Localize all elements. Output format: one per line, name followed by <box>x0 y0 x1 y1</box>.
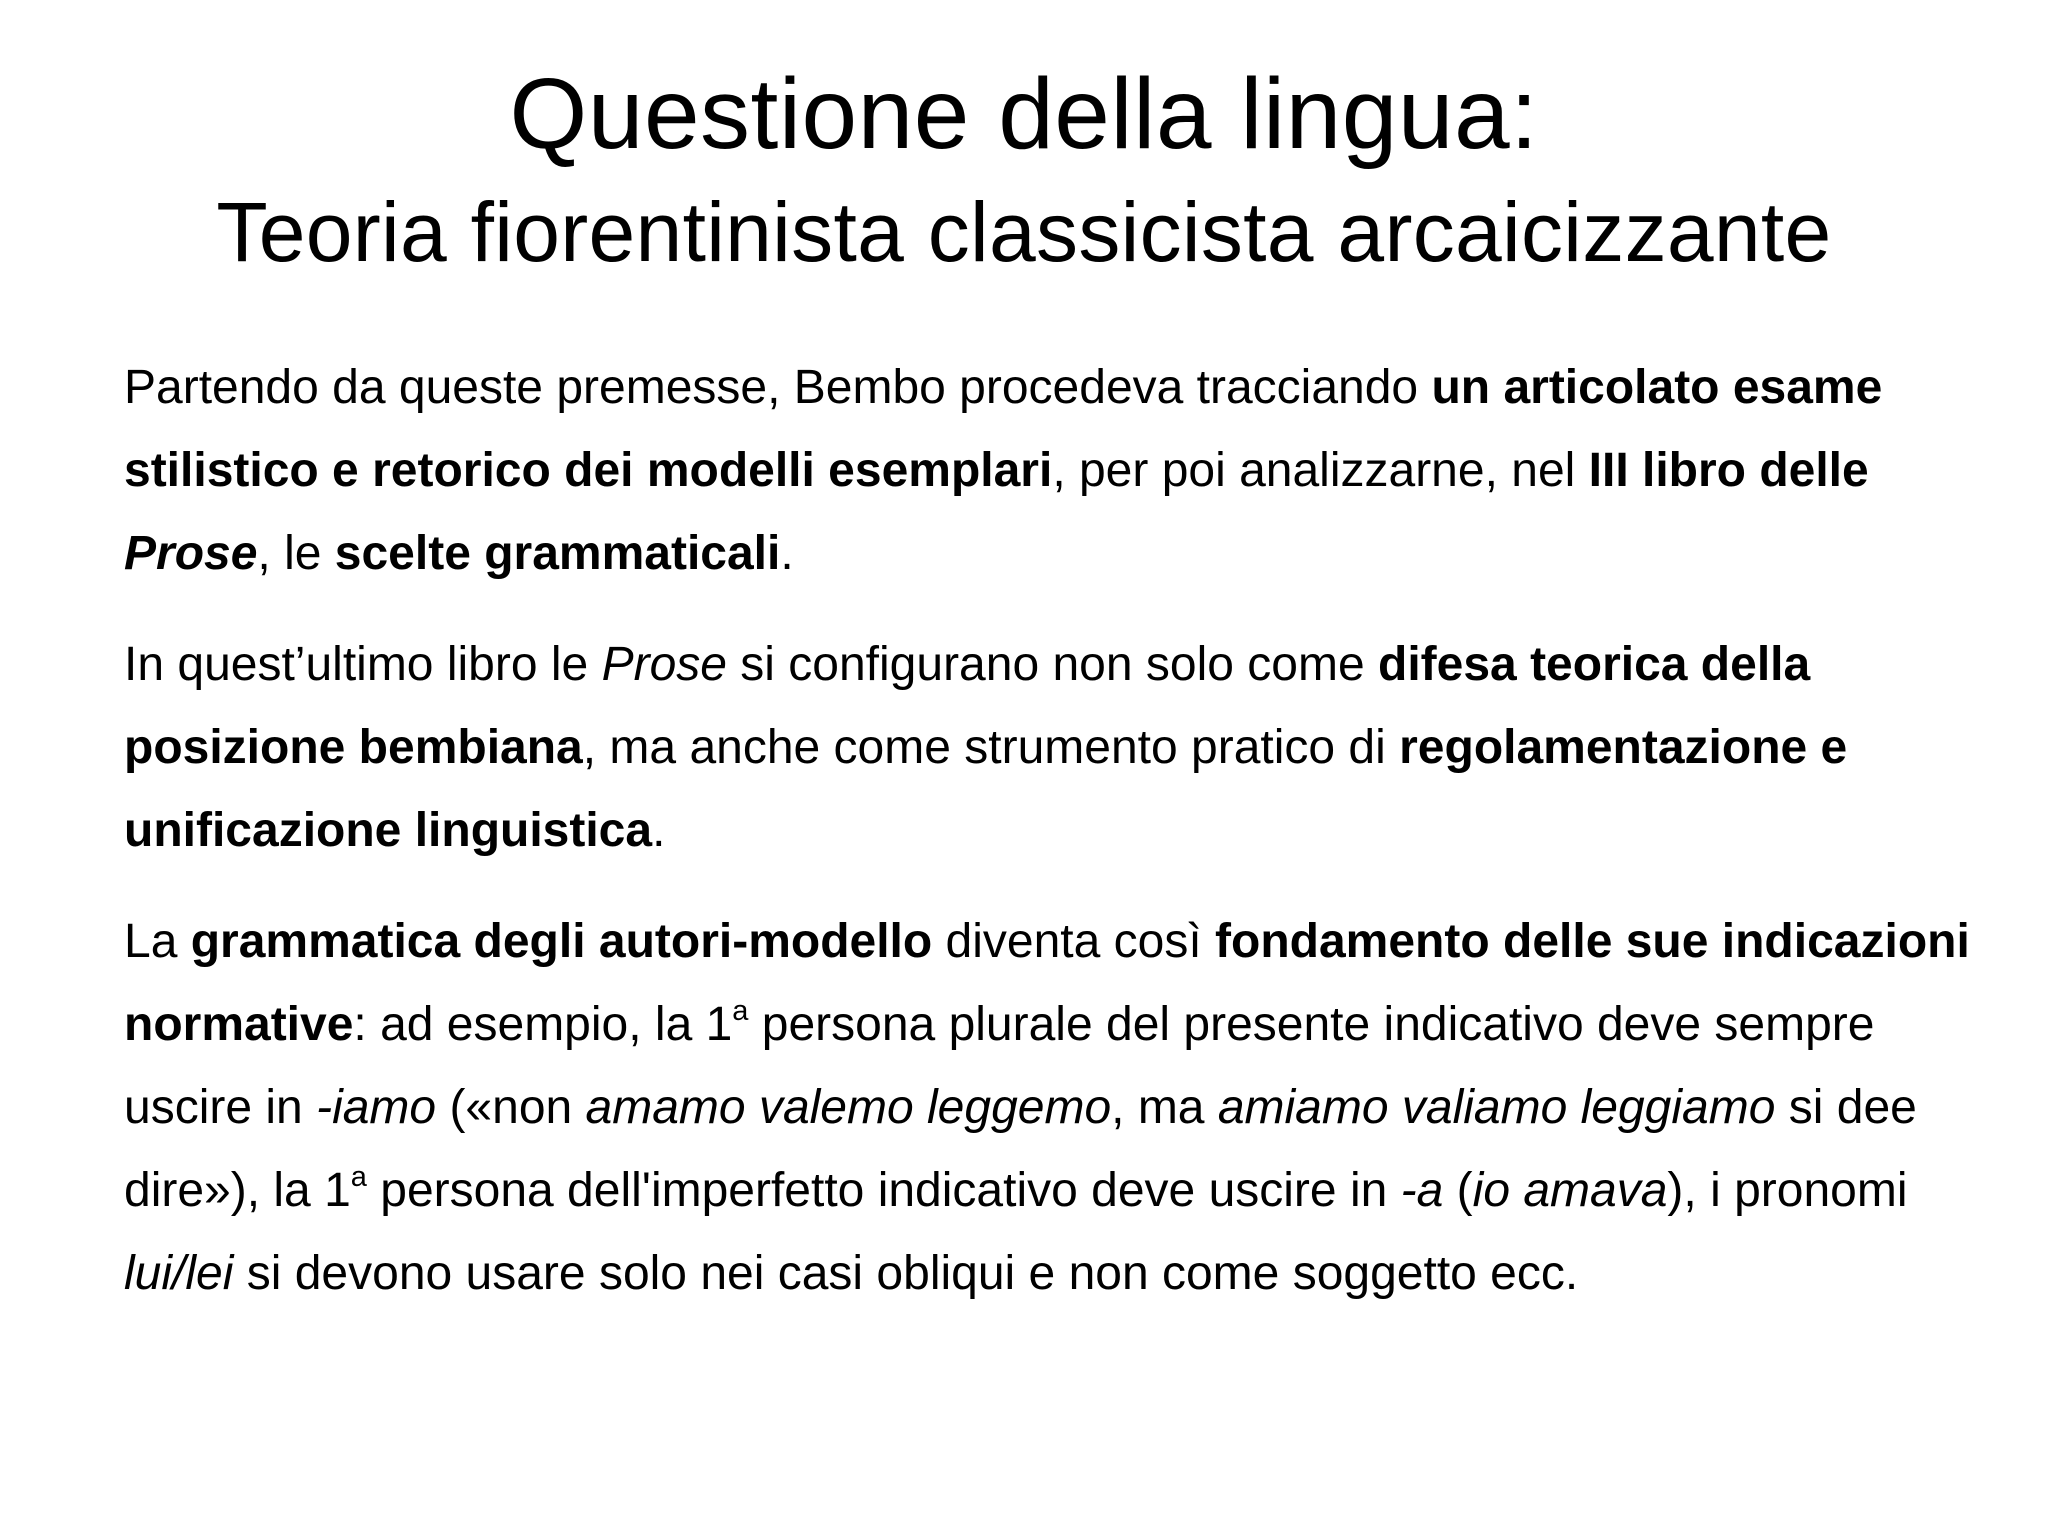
text-segment: si configurano non solo come <box>726 638 1378 691</box>
text-segment: , per poi analizzarne, nel <box>1052 444 1589 497</box>
paragraph-2 <box>124 623 1984 872</box>
text-segment-emphasis: Prose <box>124 527 258 580</box>
text-segment: III libro delle <box>1588 444 1869 497</box>
text-segment: si devono usare solo nei casi obliqui e non come soggetto ecc. <box>233 1247 1579 1300</box>
text-segment: . <box>652 804 666 857</box>
text-segment: . <box>780 527 794 580</box>
text-segment: («non <box>436 1081 586 1134</box>
text-segment: -a <box>1400 1164 1444 1217</box>
text-segment: io amava <box>1472 1164 1668 1217</box>
text-segment: persona dell'imperfetto indicativo deve uscire in <box>366 1164 1401 1217</box>
title-line-1: Questione della lingua: <box>509 58 1539 170</box>
text-segment <box>124 527 257 580</box>
text-segment: scelte grammaticali <box>334 527 781 580</box>
text-segment: ), i pronomi <box>1667 1164 1908 1217</box>
text-segment: amamo valemo leggemo <box>585 1081 1112 1134</box>
text-segment: Prose <box>601 638 727 691</box>
text-segment: regolamentazione e unificazione linguistica <box>124 721 1848 857</box>
text-segment: fondamento delle sue indicazioni normative <box>124 915 1970 1051</box>
text-segment: un articolato esame stilistico e retorico dei modelli esemplari <box>124 361 1883 497</box>
title-line-2: Teoria fiorentinista classicista arcaicizzante <box>216 185 1832 279</box>
text-segment: a <box>350 1161 367 1193</box>
text-segment: lui/lei <box>124 1247 234 1300</box>
slide-title <box>0 52 2048 288</box>
paragraph-1 <box>124 346 1984 595</box>
paragraph-3 <box>124 900 1984 1315</box>
text-segment: , ma <box>1111 1081 1218 1134</box>
text-segment: persona plurale del presente indicativo deve sempre uscire in <box>124 998 1875 1134</box>
slide-body <box>124 346 1984 1343</box>
text-segment: diventa così <box>932 915 1216 968</box>
text-segment: , le <box>257 527 335 580</box>
text-segment: La <box>124 915 191 968</box>
text-segment: si dee dire»), la 1 <box>124 1081 1917 1217</box>
text-segment: ( <box>1443 1164 1473 1217</box>
text-segment: amiamo valiamo leggiamo <box>1217 1081 1776 1134</box>
text-segment: grammatica degli autori-modello <box>190 915 933 968</box>
text-segment: In quest’ultimo libro le <box>124 638 602 691</box>
text-segment: difesa teorica della posizione bembiana <box>124 638 1811 774</box>
text-segment: Partendo da queste premesse, Bembo procedeva tracciando <box>124 361 1432 414</box>
text-segment: a <box>732 995 749 1027</box>
text-segment: -iamo <box>316 1081 437 1134</box>
text-segment: : ad esempio, la 1 <box>353 998 733 1051</box>
text-segment: , ma anche come strumento pratico di <box>582 721 1400 774</box>
